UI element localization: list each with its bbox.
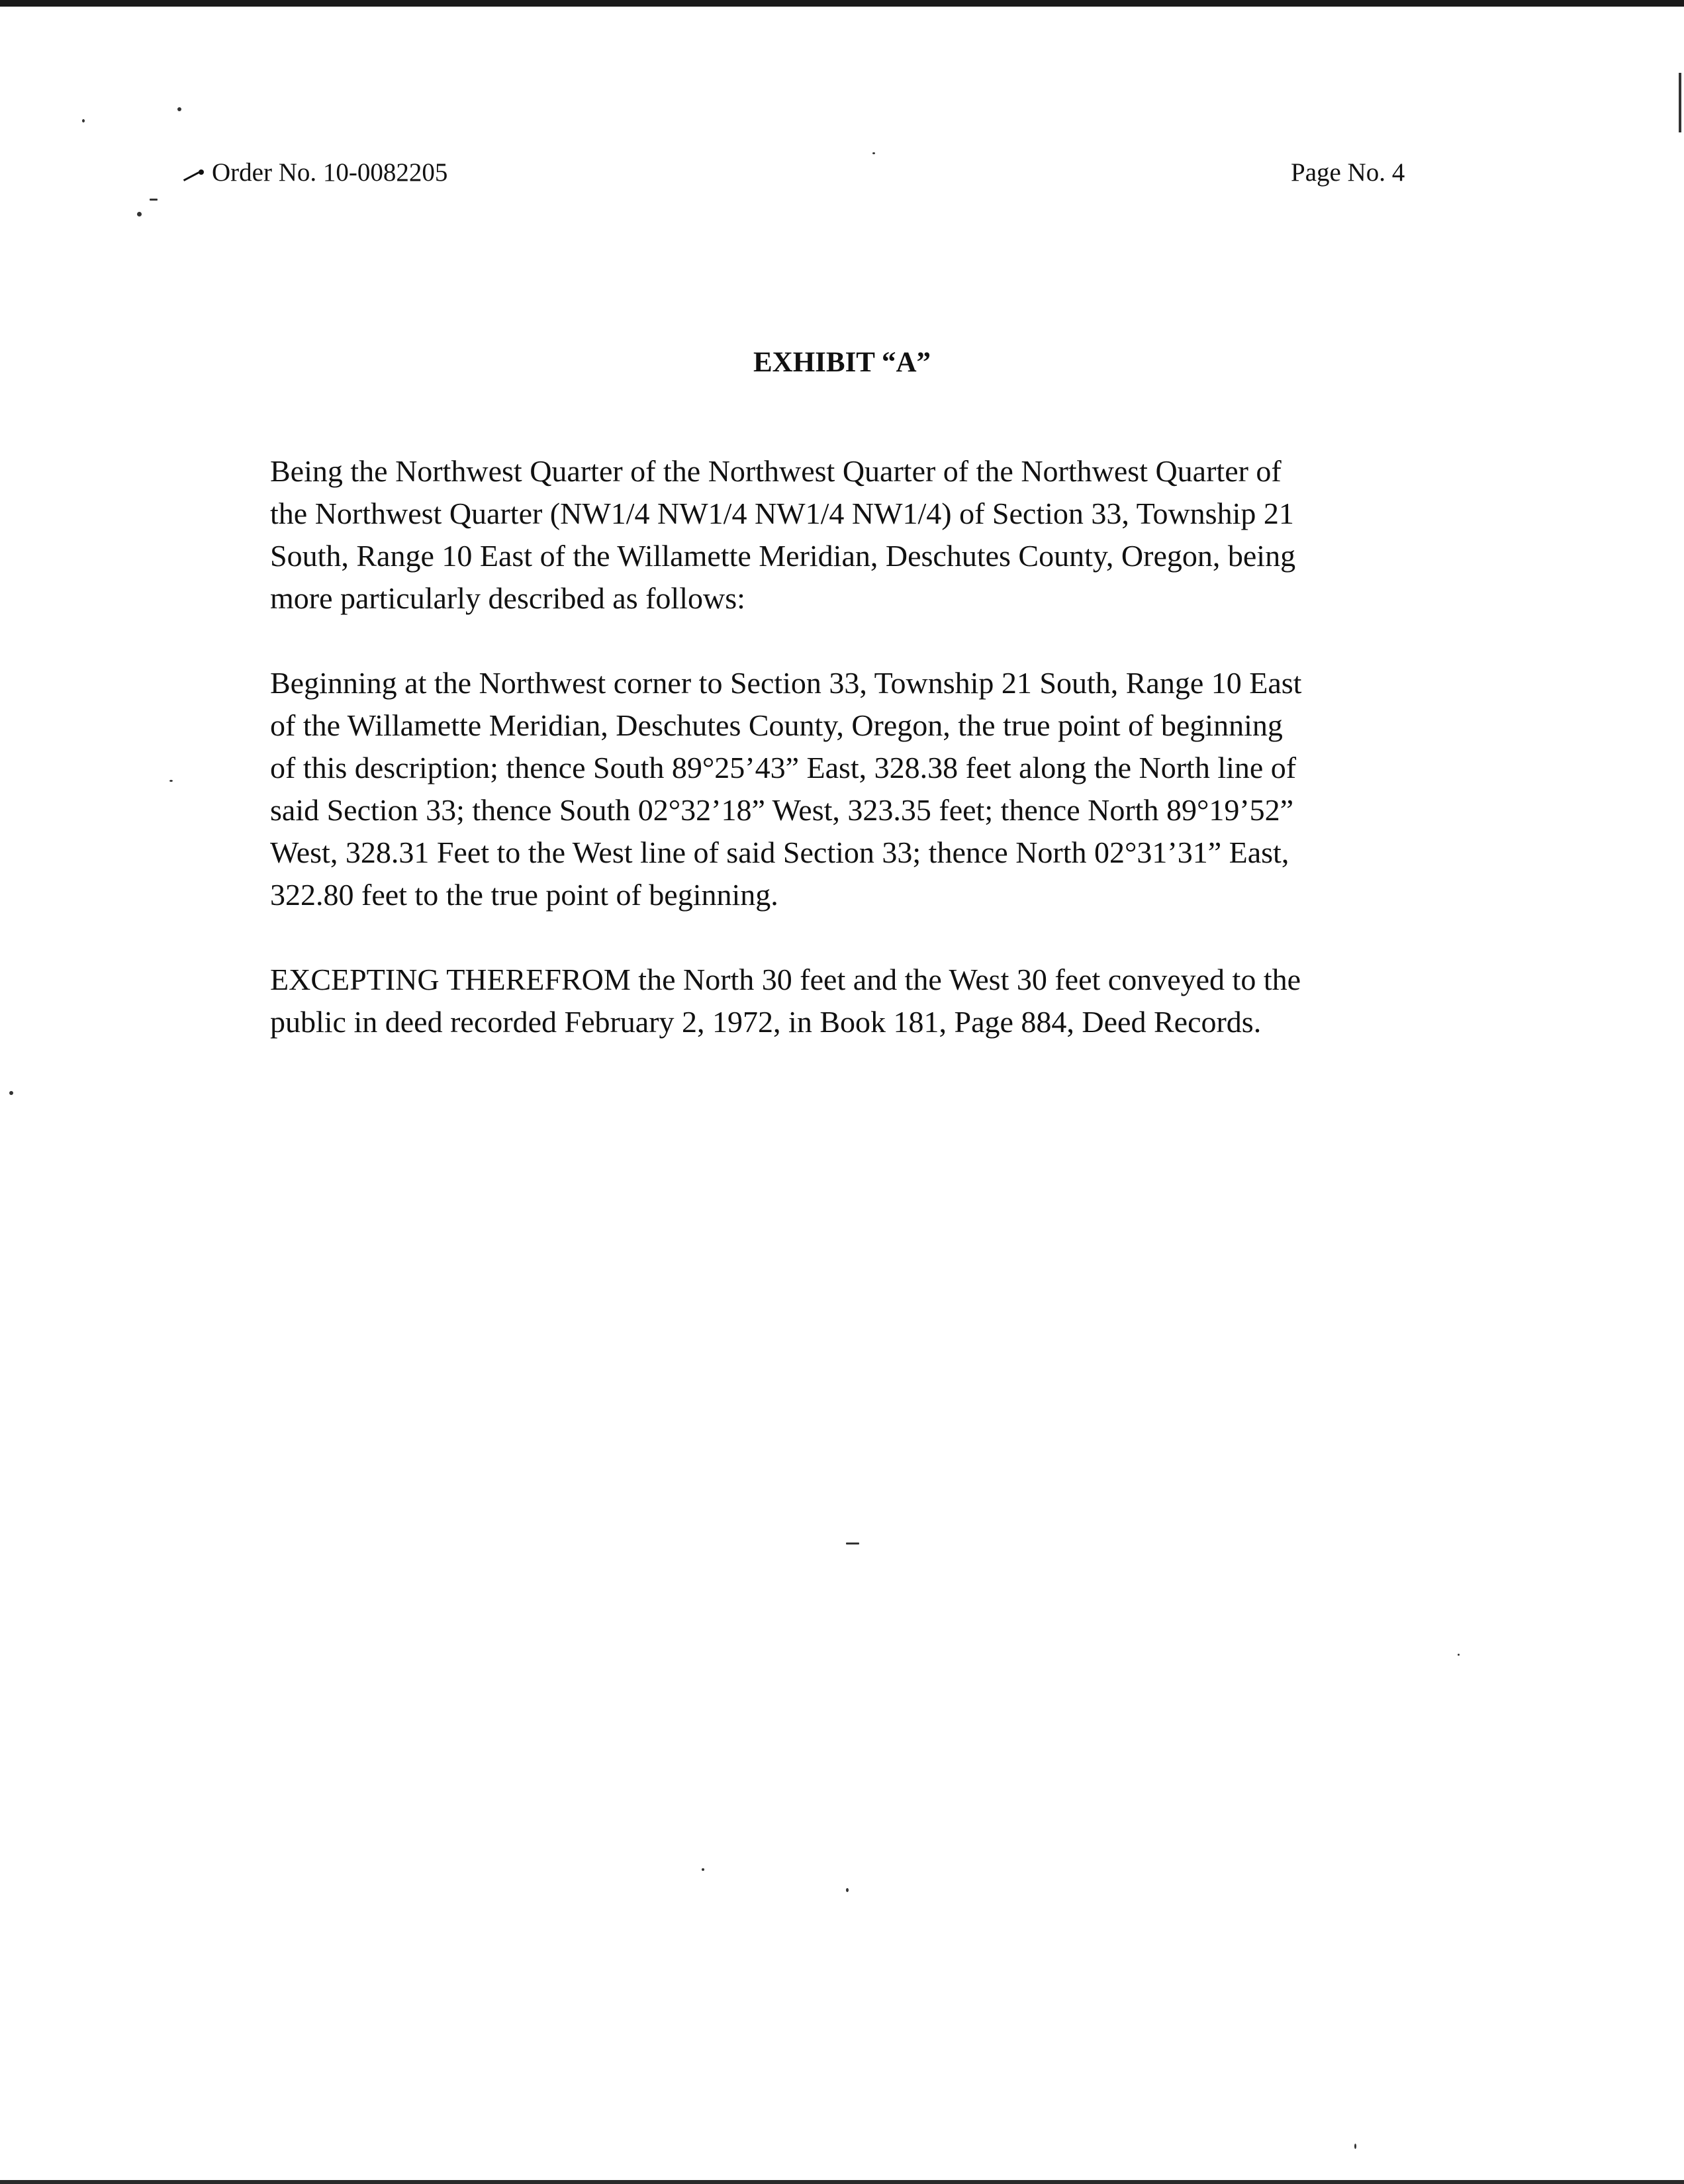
paragraph-description (270, 450, 1422, 620)
scan-speck (150, 199, 158, 201)
text-line: said Section 33; thence South 02°32’18” West, 323.35 feet; thence North 89°19’52” (270, 793, 1294, 827)
scan-speck (169, 780, 173, 782)
text-line: more particularly described as follows: (270, 581, 745, 615)
scan-speck (702, 1868, 704, 1871)
exhibit-title: EXHIBIT “A” (753, 347, 931, 378)
paragraph-exception (270, 959, 1422, 1043)
order-number-text: Order No. 10-0082205 (212, 158, 448, 187)
scan-speck (1458, 1654, 1460, 1656)
text-line: public in deed recorded February 2, 1972, in Book 181, Page 884, Deed Records. (270, 1005, 1262, 1039)
text-line: West, 328.31 Feet to the West line of said Section 33; thence North 02°31’31” East, (270, 835, 1289, 869)
text-line: of the Willamette Meridian, Deschutes County, Oregon, the true point of beginning (270, 708, 1283, 742)
order-number (180, 156, 447, 189)
check-mark-icon (180, 168, 207, 181)
scan-bottom-border (0, 2180, 1684, 2184)
scan-speck (872, 152, 875, 154)
page-number: Page No. 4 (1291, 158, 1405, 187)
paragraph-metes-and-bounds (270, 662, 1422, 916)
scan-speck (137, 212, 142, 216)
text-line: of this description; thence South 89°25’43” East, 328.38 feet along the North line of (270, 751, 1297, 784)
text-line: Being the Northwest Quarter of the Northwest Quarter of the Northwest Quarter of (270, 454, 1282, 488)
scan-speck (9, 1091, 13, 1095)
text-line: Beginning at the Northwest corner to Section 33, Township 21 South, Range 10 East (270, 666, 1302, 700)
text-line: EXCEPTING THEREFROM the North 30 feet and the West 30 feet conveyed to the (270, 963, 1301, 996)
scan-speck (846, 1543, 859, 1544)
scan-speck (177, 107, 181, 111)
text-line: South, Range 10 East of the Willamette Meridian, Deschutes County, Oregon, being (270, 539, 1296, 573)
text-line: the Northwest Quarter (NW1/4 NW1/4 NW1/4 NW1/4) of Section 33, Township 21 (270, 497, 1294, 530)
legal-description (270, 450, 1422, 1086)
text-line: 322.80 feet to the true point of beginning. (270, 878, 778, 912)
scan-edge-mark (1679, 73, 1681, 132)
scan-speck (1354, 2144, 1356, 2149)
scan-speck (846, 1888, 849, 1892)
scan-speck (82, 119, 85, 122)
scan-top-border (0, 0, 1684, 7)
